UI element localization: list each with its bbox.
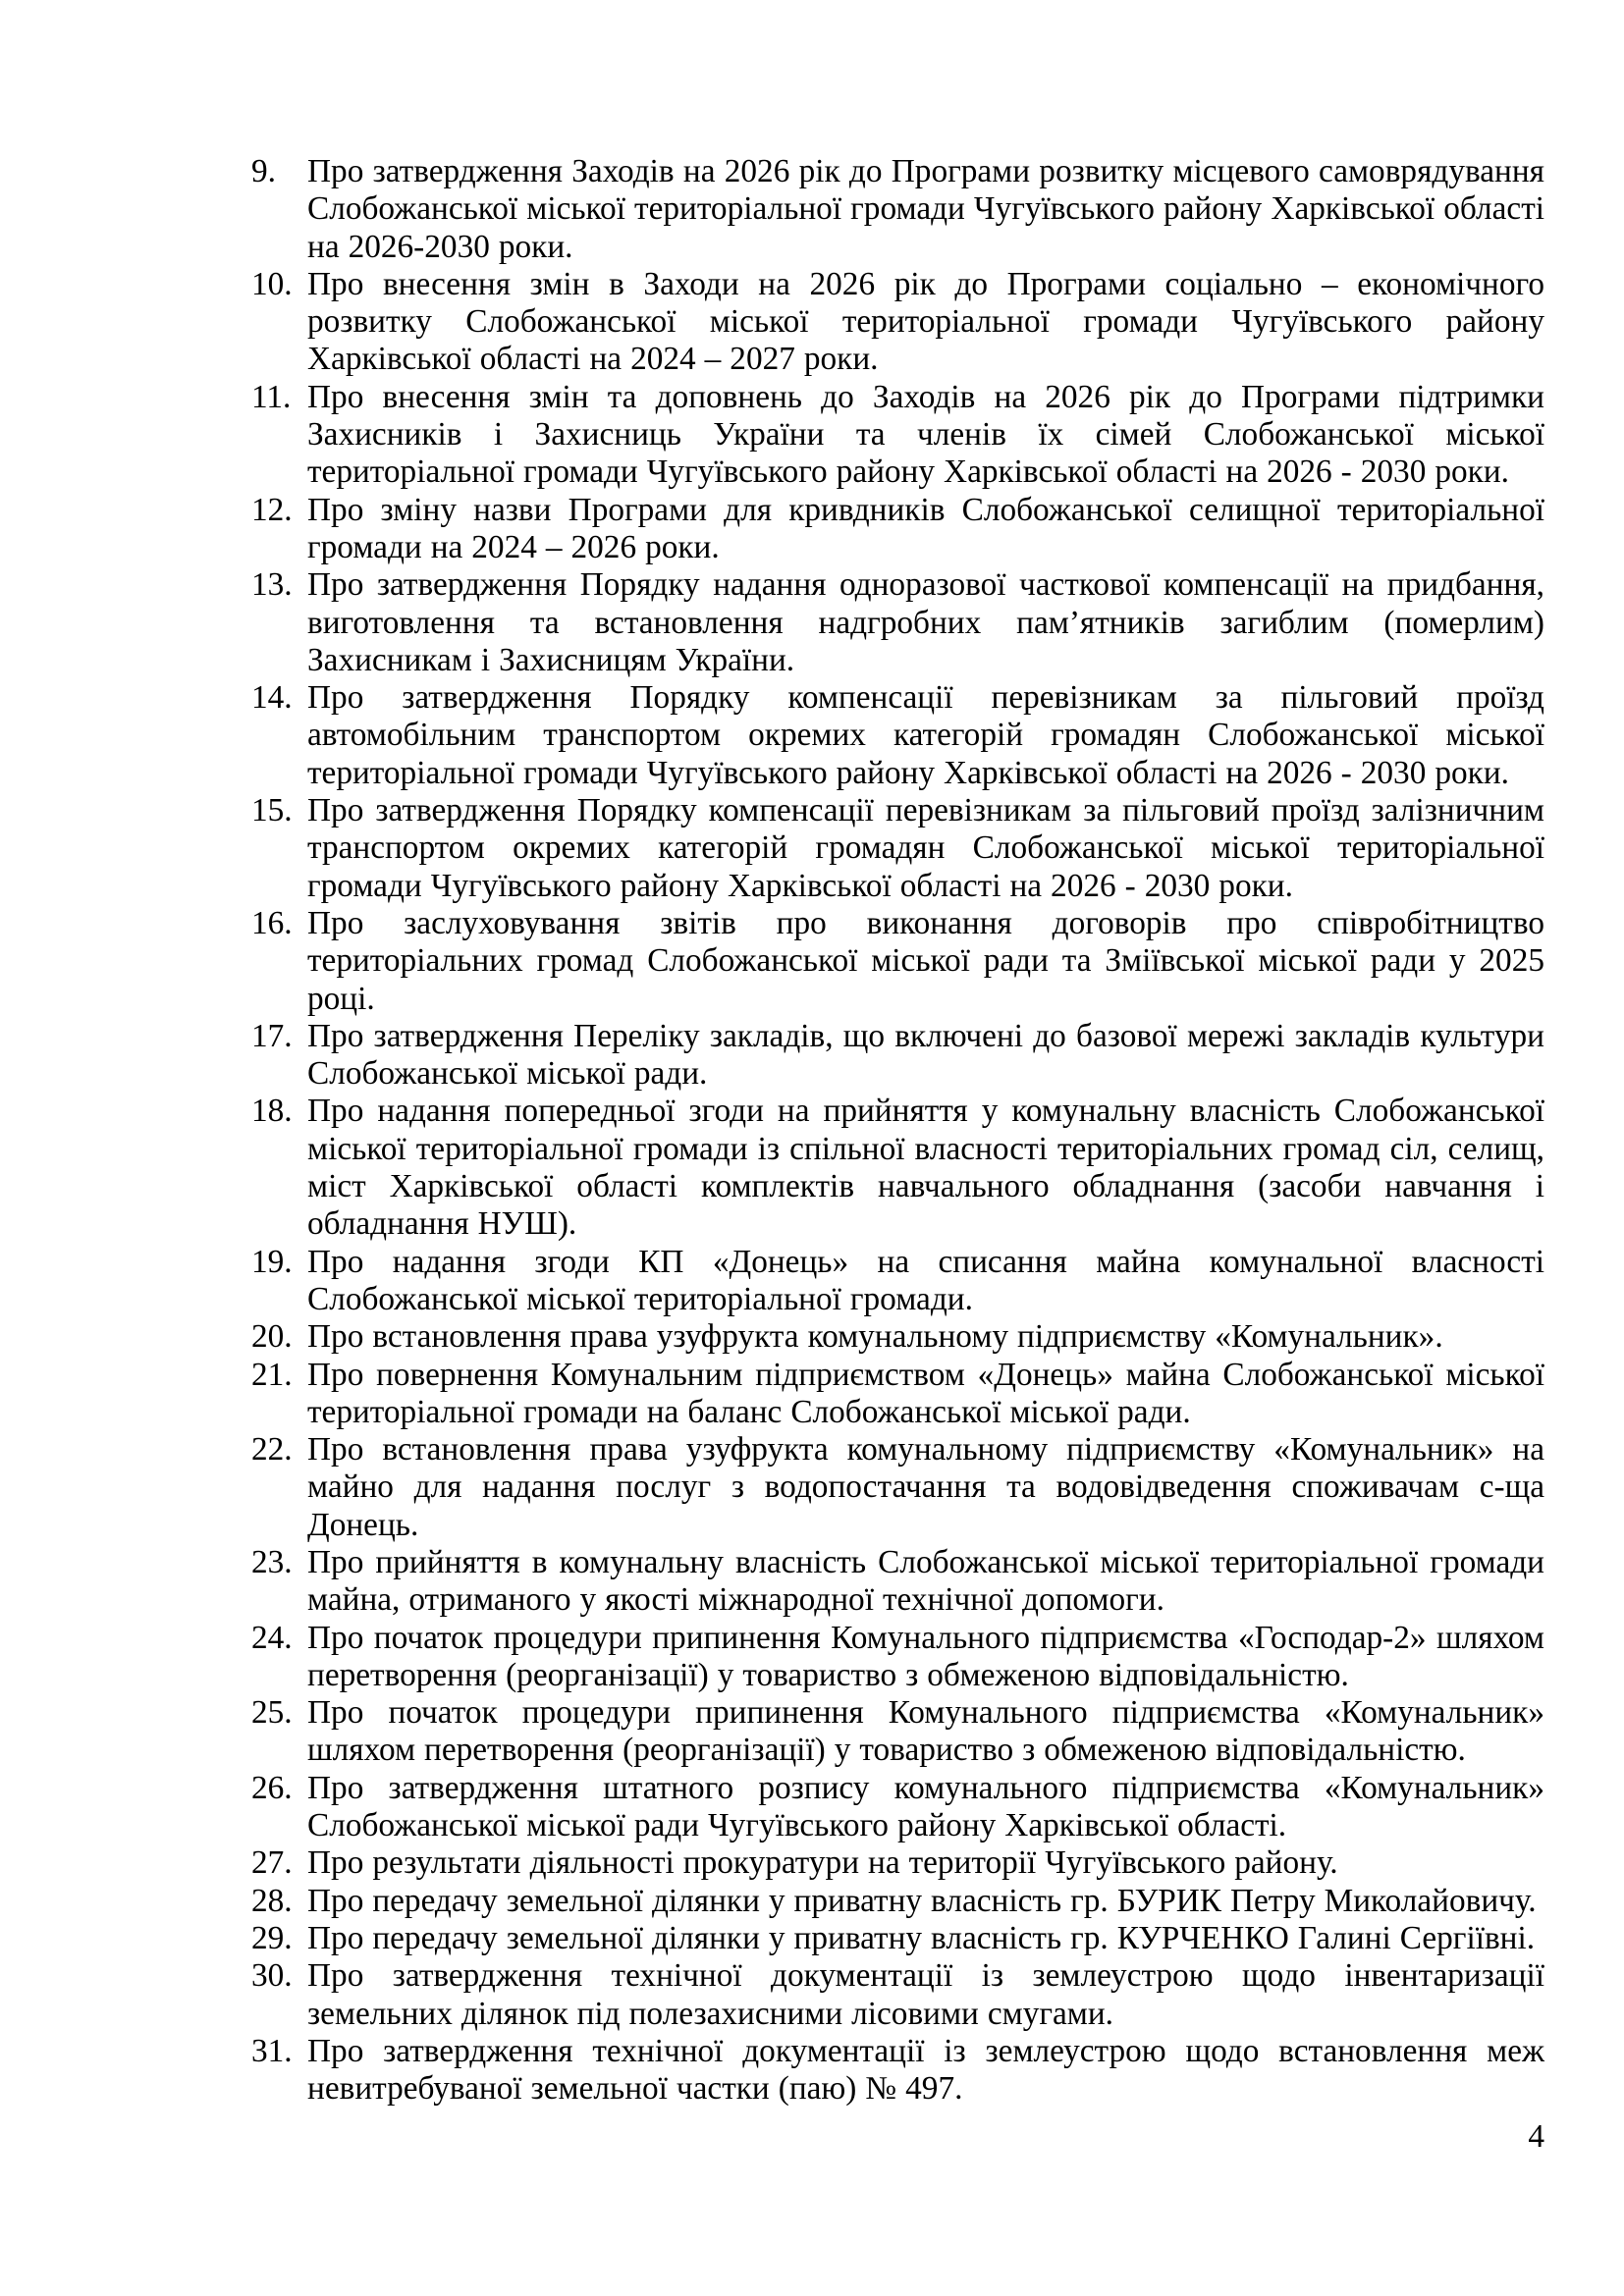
list-item — [251, 1357, 1544, 1432]
agenda-list — [251, 153, 1544, 2108]
list-item-number: 19. — [251, 1243, 293, 1280]
list-item — [251, 1770, 1544, 1845]
list-item-text: Про надання згоди КП «Донець» на списання майна комунальної власності Слобожанської міської територіальної громади. — [307, 1243, 1544, 1317]
list-item-number: 25. — [251, 1694, 293, 1732]
list-item-number: 12. — [251, 491, 293, 528]
list-item-number: 22. — [251, 1431, 293, 1468]
list-item-text: Про надання попередньої згоди на прийняття у комунальну власність Слобожанської міської територіальної громади із спільної власності територіальних громад сіл, селищ, міст Харківської області комплектів навчального обладнання (засоби навчання і обладнання НУШ). — [307, 1093, 1544, 1243]
list-item-text: Про затвердження технічної документації із землеустрою щодо інвентаризації земельних ділянок під полезахисними лісовими смугами. — [307, 1957, 1544, 2032]
list-item-text: Про затвердження Порядку компенсації перевізникам за пільговий проїзд автомобільним транспортом окремих категорій громадян Слобожанської міської територіальної громади Чугуївського району Харківської області на 2026 - 2030 роки. — [307, 679, 1544, 791]
list-item-text: Про внесення змін в Заходи на 2026 рік до Програми соціально – економічного розвитку Слобожанської міської територіальної громади Чугуївського району Харківської області на 2024 – 2027 роки. — [307, 265, 1544, 378]
list-item — [251, 2033, 1544, 2109]
list-item — [251, 266, 1544, 379]
list-item-number: 28. — [251, 1882, 293, 1919]
list-item-text: Про повернення Комунальним підприємством «Донець» майна Слобожанської міської територіальної громади на баланс Слобожанської міської ради. — [307, 1356, 1544, 1430]
list-item-text: Про передачу земельної ділянки у приватну власність гр. БУРИК Петру Миколайовичу. — [307, 1882, 1537, 1919]
list-item — [251, 1431, 1544, 1544]
list-item-text: Про встановлення права узуфрукта комунальному підприємству «Комунальник». — [307, 1318, 1443, 1356]
list-item-text: Про затвердження Порядку надання одноразової часткової компенсації на придбання, виготовлення та встановлення надгробних пам’ятників загиблим (померлим) Захисникам і Захисницям України. — [307, 566, 1544, 678]
list-item-number: 29. — [251, 1919, 293, 1956]
list-item-text: Про передачу земельної ділянки у приватну власність гр. КУРЧЕНКО Галині Сергіївні. — [307, 1919, 1536, 1956]
list-item-number: 27. — [251, 1844, 293, 1882]
list-item-number: 23. — [251, 1543, 293, 1580]
list-item-number: 21. — [251, 1356, 293, 1393]
list-item — [251, 1244, 1544, 1319]
page-number: 4 — [1528, 2118, 1544, 2155]
list-item-text: Про зміну назви Програми для кривдників Слобожанської селищної територіальної громади на 2024 – 2026 роки. — [307, 491, 1544, 565]
list-item — [251, 1620, 1544, 1695]
list-item-number: 14. — [251, 679, 293, 717]
list-item-number: 24. — [251, 1619, 293, 1656]
list-item — [251, 1844, 1544, 1882]
list-item-text: Про початок процедури припинення Комунального підприємства «Комунальник» шляхом перетворення (реорганізації) у товариство з обмеженою відповідальністю. — [307, 1694, 1544, 1769]
list-item — [251, 1957, 1544, 2033]
list-item-text: Про встановлення права узуфрукта комунальному підприємству «Комунальник» на майно для надання послуг з водопостачання та водовідведення споживачам с-ща Донець. — [307, 1431, 1544, 1543]
list-item — [251, 153, 1544, 266]
list-item — [251, 905, 1544, 1018]
list-item — [251, 1920, 1544, 1957]
list-item — [251, 566, 1544, 679]
list-item-text: Про результати діяльності прокуратури на території Чугуївського району. — [307, 1844, 1338, 1882]
list-item-text: Про початок процедури припинення Комунального підприємства «Господар-2» шляхом перетворення (реорганізації) у товариство з обмеженою відповідальністю. — [307, 1619, 1544, 1693]
list-item-text: Про затвердження Заходів на 2026 рік до Програми розвитку місцевого самоврядування Слобожанської міської територіальної громади Чугуївського району Харківської області на 2026-2030 роки. — [307, 153, 1544, 265]
list-item-text: Про затвердження Переліку закладів, що включені до базової мережі закладів культури Слобожанської міської ради. — [307, 1017, 1544, 1093]
list-item-number: 10. — [251, 265, 293, 302]
list-item-text: Про затвердження технічної документації із землеустрою щодо встановлення меж невитребуваної земельної частки (паю) № 497. — [307, 2032, 1544, 2108]
list-item-number: 18. — [251, 1093, 293, 1130]
list-item — [251, 1883, 1544, 1920]
list-item-text: Про прийняття в комунальну власність Слобожанської міської територіальної громади майна, отриманого у якості міжнародної технічної допомоги. — [307, 1543, 1544, 1619]
list-item — [251, 1694, 1544, 1770]
list-item-text: Про внесення змін та доповнень до Заходів на 2026 рік до Програми підтримки Захисників і Захисниць України та членів їх сімей Слобожанської міської територіальної громади Чугуївського району Харківської області на 2026 - 2030 роки. — [307, 378, 1544, 491]
list-item-number: 9. — [251, 153, 276, 189]
list-item — [251, 492, 1544, 567]
list-item-number: 26. — [251, 1769, 293, 1806]
list-item-number: 20. — [251, 1318, 293, 1356]
list-item-number: 13. — [251, 566, 293, 604]
list-item-number: 15. — [251, 792, 293, 829]
list-item-text: Про заслуховування звітів про виконання договорів про співробітництво територіальних громад Слобожанської міської ради та Зміївської міської ради у 2025 році. — [307, 904, 1544, 1017]
list-item — [251, 1544, 1544, 1620]
list-item-number: 17. — [251, 1017, 293, 1054]
list-item-number: 30. — [251, 1957, 293, 1995]
list-item-number: 16. — [251, 904, 293, 941]
list-item — [251, 1018, 1544, 1094]
list-item-number: 11. — [251, 378, 292, 415]
list-item-text: Про затвердження штатного розпису комунального підприємства «Комунальник» Слобожанської міської ради Чугуївського району Харківської області. — [307, 1769, 1544, 1844]
list-item — [251, 792, 1544, 905]
list-item — [251, 679, 1544, 792]
list-item — [251, 1093, 1544, 1243]
list-item-number: 31. — [251, 2032, 293, 2069]
list-item-text: Про затвердження Порядку компенсації перевізникам за пільговий проїзд залізничним транспортом окремих категорій громадян Слобожанської міської територіальної громади Чугуївського району Харківської області на 2026 - 2030 роки. — [307, 792, 1544, 904]
list-item — [251, 1318, 1544, 1356]
list-item — [251, 379, 1544, 492]
